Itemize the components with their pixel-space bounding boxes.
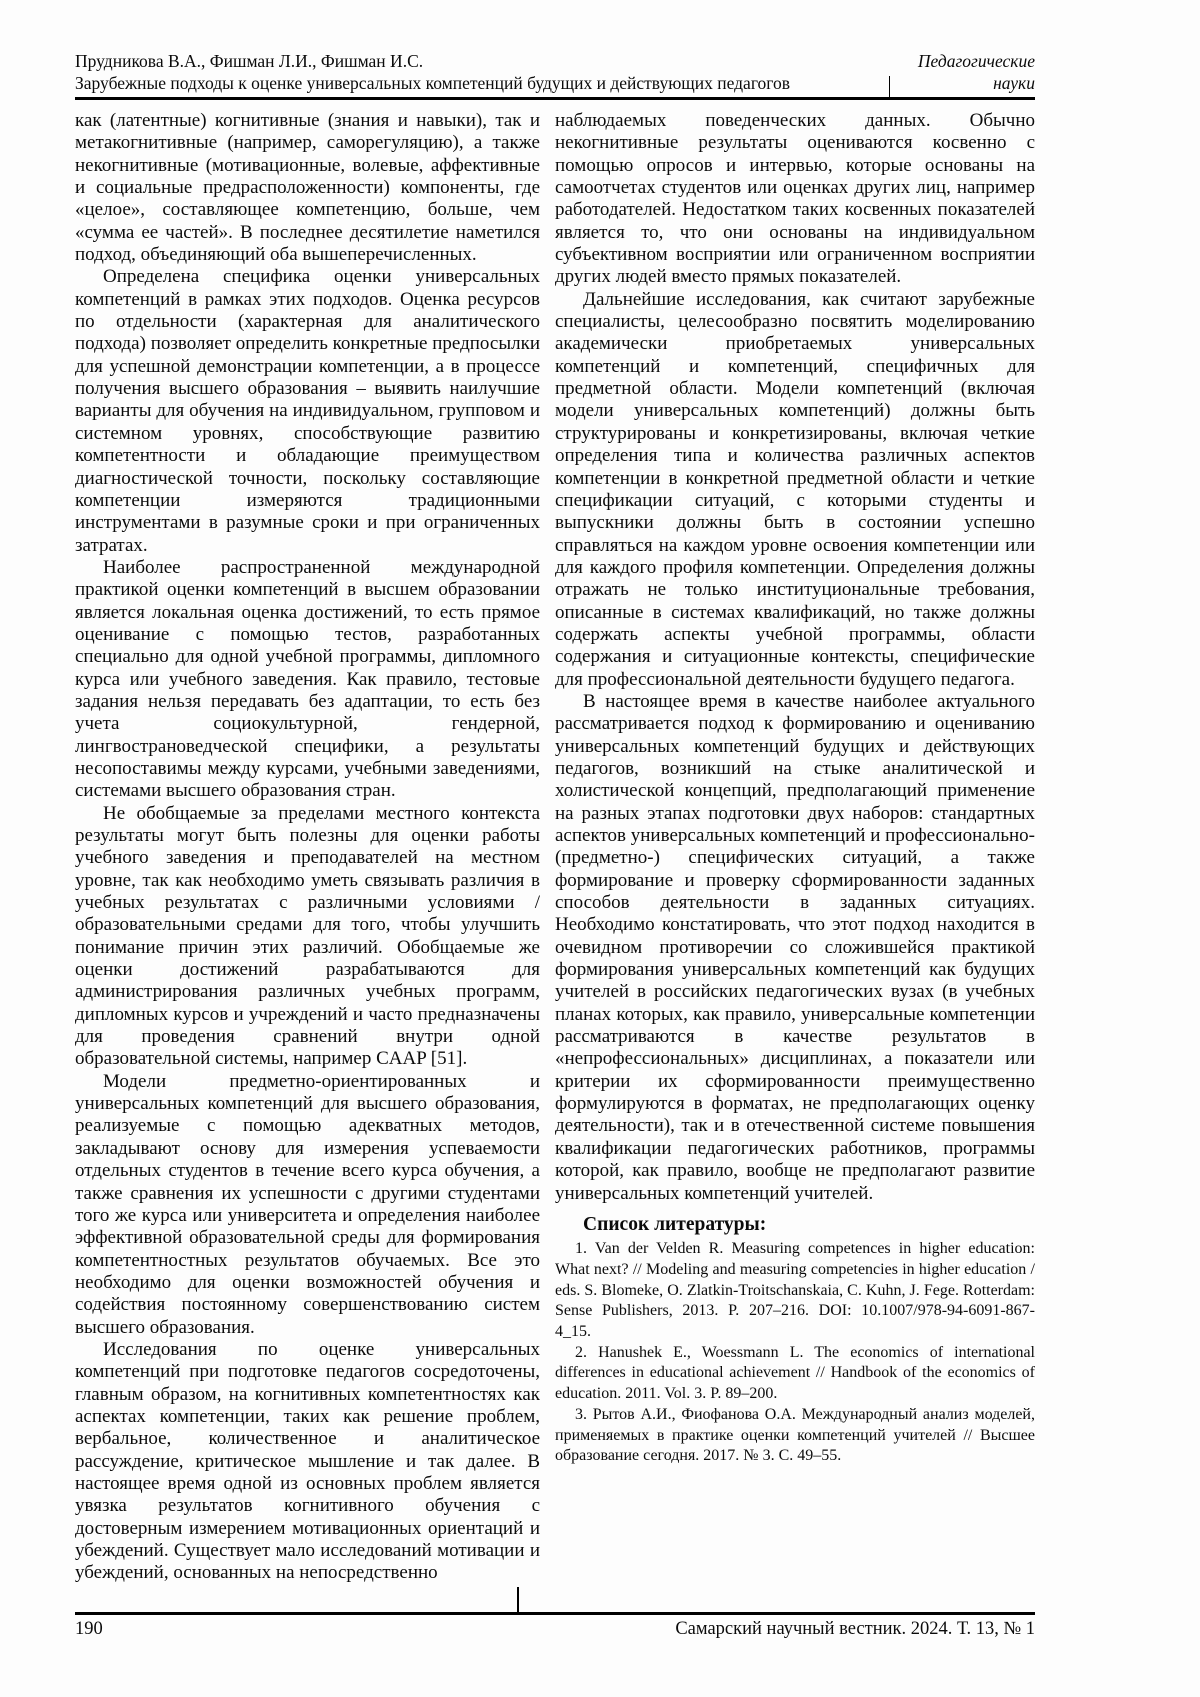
page-footer: [75, 1612, 1035, 1640]
body-paragraph: Наиболее распространенной международной практикой оценки компетенций в высшем образовании является локальная оценка достижений, то есть прямое оценивание с помощью тестов, разработанных специально для одной учебной программы, дипломного курса или учебного заведения. Как правило, тестовые задания нельзя передавать без адаптации, то есть без учета социокультурной, гендерной, лингвострановедческой специфики, а результаты несопоставимы между курсами, учебными заведениями, системами высшего образования стран.: [75, 556, 540, 802]
page-header: [75, 50, 1035, 100]
right-column: [555, 110, 1035, 1605]
body-paragraph: Дальнейшие исследования, как считают зарубежные специалисты, целесообразно посвятить моделированию академически приобретаемых универсальных компетенций и компетенций, специфичных для предметной области. Модели компетенций (включая модели универсальных компетенций) должны быть структурированы и конкретизированы, включая четкие определения типа и количества различных аспектов компетенции в конкретной предметной области и четкие спецификации ситуаций, с которыми студенты и выпускники должны быть в состоянии успешно справляться на каждом уровне освоения компетенции или для каждого профиля компетенции. Определения должны отражать не только институциональные требования, описанные в системах квалификаций, но также должны содержать аспекты учебной программы, области содержания и ситуационные контексты, специфические для профессиональной деятельности будущего педагога.: [555, 288, 1035, 690]
article-body: [75, 100, 1035, 1605]
header-left-block: [75, 50, 790, 94]
header-authors: Прудникова В.А., Фишман Л.И., Фишман И.С.: [75, 51, 424, 71]
body-paragraph: Модели предметно-ориентированных и универсальных компетенций для высшего образования, реализуемые с помощью адекватных методов, закладывают основу для измерения успеваемости отдельных студентов в течение всего курса обучения, а также сравнения их успешности с другими студентами того же курса или университета и определения наиболее эффективной образовательной среды для формирования компетентностных результатов обучаемых. Все это необходимо для оценки возможностей обучения и содействия постоянному совершенствованию систем высшего образования.: [75, 1070, 540, 1338]
body-paragraph: В настоящее время в качестве наиболее актуального рассматривается подход к формированию и оцениванию универсальных компетенций будущих и действующих педагогов, возникший на стыке аналитической и холистической концепций, предполагающий применение на разных этапах подготовки двух наборов: стандартных аспектов универсальных компетенций и профессионально- (предметно-) специфических ситуаций, а также формирование и проверку сформированности заданных способов деятельности в заданных ситуациях. Необходимо констатировать, что этот подход находится в очевидном противоречии со сложившейся практикой формирования универсальных компетенций как будущих учителей в российских педагогических вузах (в учебных планах которых, как правило, универсальные компетенции рассматриваются в качестве результатов в «непрофессиональных» дисциплинах, а показатели или критерии их сформированности преимущественно формулируются в форматах, не предполагающих оценку деятельности), так и в отечественной системе повышения квалификации педагогических работников, программы которой, как правило, вообще не предполагают развитие универсальных компетенций учителей.: [555, 690, 1035, 1204]
header-article-title: Зарубежные подходы к оценке универсальных компетенций будущих и действующих педагогов: [75, 73, 791, 93]
footer-divider: [517, 1587, 519, 1615]
header-section-block: [918, 50, 1035, 94]
body-paragraph: Определена специфика оценки универсальных компетенций в рамках этих подходов. Оценка ресурсов по отдельности (характерная для аналитического подхода) позволяет определить конкретные предпосылки для успешной демонстрации компетенции, а в процессе получения высшего образования – выявить наилучшие варианты для обучения на индивидуальном, групповом и системном уровнях, способствующие развитию компетентности и обладающие преимуществом диагностической точности, поскольку составляющие компетенции измеряются традиционными инструментами в разумные сроки и при ограниченных затратах.: [75, 266, 540, 556]
body-paragraph: Исследования по оценке универсальных компетенций при подготовке педагогов сосредоточены, главным образом, на когнитивных компетентностях как аспектах компетенции, таких как решение проблем, вербальное, количественное и аналитическое рассуждение, критическое мышление и так далее. В настоящее время одной из основных проблем является увязка результатов когнитивного обучения с достоверным измерением мотивационных ориентаций и убеждений. Существует мало исследований мотивации и убеждений, основанных на непосредственно: [75, 1338, 540, 1584]
references-heading: Список литературы:: [583, 1213, 767, 1235]
journal-line: Самарский научный вестник. 2024. Т. 13, № 1: [675, 1619, 1035, 1639]
reference-item: 3. Рытов А.И., Фиофанова О.А. Международный анализ моделей, применяемых в практике оценки компетенций учителей // Высшее образование сегодня. 2017. № 3. С. 49–55.: [555, 1405, 1035, 1465]
body-paragraph: наблюдаемых поведенческих данных. Обычно некогнитивные результаты оцениваются косвенно с помощью опросов и интервью, которые основаны на самоотчетах студентов или оценках других лиц, например работодателей. Недостатком таких косвенных показателей является то, что они основаны на индивидуальном субъективном восприятии или ограниченном восприятии других людей вместо прямых показателей.: [555, 110, 1035, 288]
body-paragraph: как (латентные) когнитивные (знания и навыки), так и метакогнитивные (например, саморегуляцию), а также некогнитивные (мотивационные, волевые, аффективные и социальные предрасположенности) компоненты, где «целое», составляющее компетенцию, больше, чем «сумма ее частей». В последнее десятилетие наметился подход, объединяющий оба вышеперечисленных.: [75, 110, 540, 266]
reference-item: 2. Hanushek E., Woessmann L. The economics of international differences in educational achievement // Handbook of the economics of education. 2011. Vol. 3. P. 89–200.: [555, 1343, 1035, 1403]
header-divider: [889, 76, 891, 97]
page-number: 190: [75, 1619, 103, 1639]
header-section-line2: науки: [993, 73, 1035, 93]
reference-item: 1. Van der Velden R. Measuring competences in higher education: What next? // Modeling and measuring competencies in higher education / eds. S. Blomeke, O. Zlatkin-Troitschanskaia, C. Kuhn, J. Fege. Rotterdam: Sense Publishers, 2013. P. 207–216. DOI: 10.1007/978-94-6091-867-4_15.: [555, 1240, 1035, 1340]
header-section-line1: Педагогические: [917, 51, 1035, 71]
left-column: [75, 110, 540, 1605]
body-paragraph: Не обобщаемые за пределами местного контекста результаты могут быть полезны для оценки работы учебного заведения и преподавателей на местном уровне, так как необходимо уметь связывать различия в учебных результатах с различными условиями / образовательными средами для того, чтобы улучшить понимание причин этих различий. Обобщаемые же оценки достижений разрабатываются для администрирования различных учебных программ, дипломных курсов и учреждений и часто предназначены для проведения сравнений внутри одной образовательной системы, например CAAP [51].: [75, 802, 540, 1070]
